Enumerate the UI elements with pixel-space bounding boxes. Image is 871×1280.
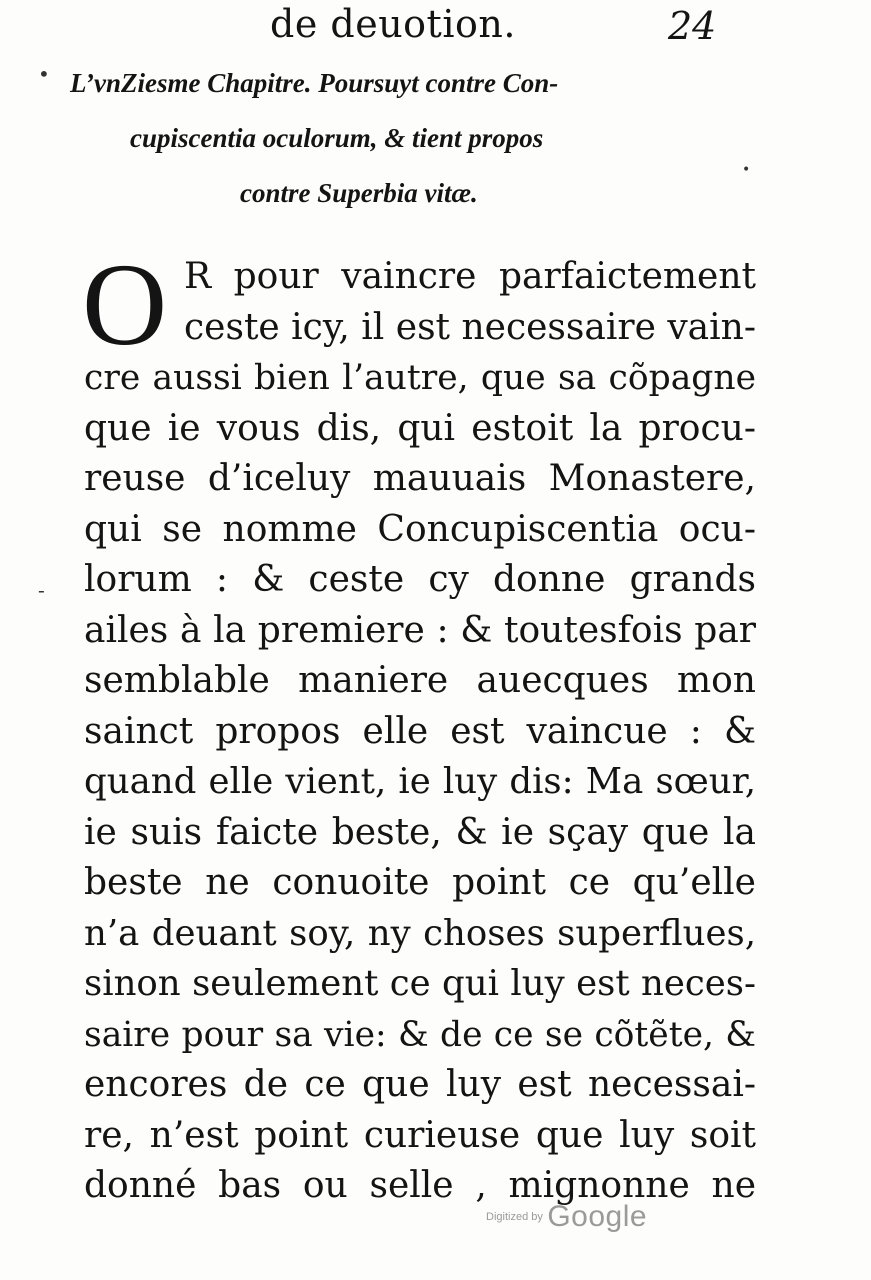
chapter-heading	[70, 56, 770, 221]
text-line: sinon seulement ce qui luy est neces-	[84, 963, 756, 1004]
text-line: donné bas ou selle , mignonne ne	[84, 1165, 756, 1206]
google-logo: Google	[547, 1200, 648, 1233]
text-line: ailes à la premiere : & toutesfois par	[84, 609, 756, 651]
text-line: reuse d’iceluy mauuais Monastere,	[84, 458, 756, 499]
drop-cap-initial: O	[82, 239, 168, 370]
text-line: ceste icy, il est necessaire vain-	[184, 306, 756, 348]
page-number: 24	[668, 4, 717, 48]
digitized-by-watermark	[486, 1200, 647, 1234]
text-line: saire pour sa vie: & de ce se cõtẽte, &	[84, 1014, 756, 1055]
text-line: beste ne conuoite point ce qu’elle	[84, 862, 756, 903]
text-line: sainct propos elle est vaincue : &	[84, 710, 756, 752]
text-line: qui se nomme Concupiscentia ocu-	[84, 508, 756, 550]
text-line: cre aussi bien l’autre, que sa cõpagne	[84, 358, 756, 398]
watermark-prefix: Digitized by	[486, 1211, 543, 1223]
text-line: ie suis faicte beste, & ie sçay que la	[84, 811, 756, 853]
margin-mark: •	[38, 62, 50, 86]
body-text	[84, 252, 756, 1212]
text-line: R pour vaincre parfaictement	[184, 256, 756, 297]
margin-mark: •	[742, 162, 751, 178]
running-head-title: de deuotion.	[270, 2, 516, 46]
text-line: semblable maniere auecques mon	[84, 660, 756, 701]
text-line: quand elle vient, ie luy dis: Ma sœur,	[84, 761, 756, 802]
chapter-heading-line: L’vnZiesme Chapitre. Poursuyt contre Con-	[70, 68, 559, 98]
margin-mark: -	[38, 578, 45, 602]
chapter-heading-line: contre Superbia vitæ.	[240, 178, 478, 208]
text-line: lorum : & ceste cy donne grands	[84, 559, 756, 600]
text-line: encores de ce que luy est necessai-	[84, 1064, 756, 1105]
chapter-heading-line: cupiscentia oculorum, & tient propos	[130, 123, 544, 153]
text-line: que ie vous dis, qui estoit la procu-	[84, 407, 756, 449]
text-line: n’a deuant soy, ny choses superflues,	[84, 912, 756, 954]
text-line: re, n’est point curieuse que luy soit	[84, 1114, 756, 1156]
